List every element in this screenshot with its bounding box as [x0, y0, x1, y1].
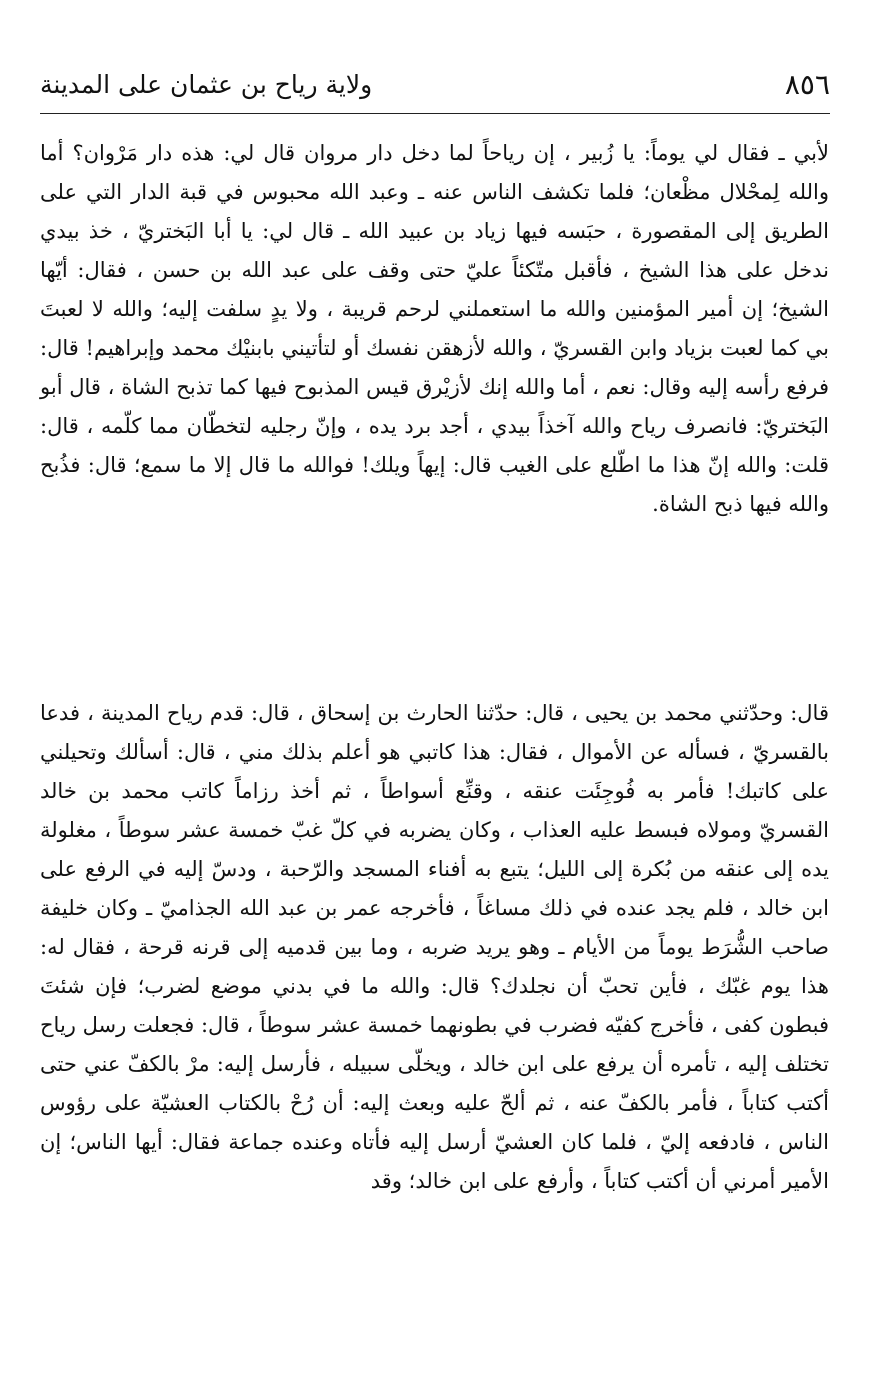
- paragraph-2: قال: وحدّثني محمد بن يحيى ، قال: حدّثنا الحارث بن إسحاق ، قال: قدم رياح المدينة ، فدعا بالقسريّ ، فسأله عن الأموال ، فقال: هذا كاتبي هو أعلم بذلك مني ، قال: أسألك وتحيلني على كاتبك! فأمر به فُوجِئَت عنقه ، وقنِّع أسواطاً ، ثم أخذ رزاماً كاتب محمد بن خالد القسريّ ومولاه فبسط عليه العذاب ، وكان يضربه في كلّ غبّ خمسة عشر سوطاً ، مغلولة يده إلى عنقه من بُكرة إلى الليل؛ يتبع به أفناء المسجد والرّحبة ، ودسّ إليه في الرفع على ابن خالد ، فلم يجد عنده في ذلك مساغاً ، فأخرجه عمر بن عبد الله الجذاميّ ـ وكان خليفة صاحب الشُّرَط يوماً من الأيام ـ وهو يريد ضربه ، وما بين قدميه إلى قرنه قرحة ، فقال له: هذا يوم غبّك ، فأين تحبّ أن نجلدك؟ قال: والله ما في بدني موضع لضرب؛ فإن شئتَ فبطون كفى ، فأخرج كفيّه فضرب في بطونهما خمسة عشر سوطاً ، قال: فجعلت رسل رياح تختلف إليه ، تأمره أن يرفع على ابن خالد ، ويخلّى سبيله ، فأرسل إليه: مرْ بالكفّ عني حتى أكتب كتاباً ، فأمر بالكفّ عنه ، ثم ألحّ عليه وبعث إليه: أن رُحْ بالكتاب العشيّة على رؤوس الناس ، فادفعه إليّ ، فلما كان العشيّ أرسل إليه فأتاه وعنده جماعة فقال: أيها الناس؛ إن الأمير أمرني أن أكتب كتاباً ، وأرفع على ابن خالد؛ وقد: [40, 701, 829, 1193]
- running-title: ولاية رياح بن عثمان على المدينة: [40, 70, 373, 99]
- page-number: ٨٥٦: [784, 68, 830, 101]
- paragraph-1: لأبي ـ فقال لي يوماً: يا زُبير ، إن رياحاً لما دخل دار مروان قال لي: هذه دار مَرْوان؟ أما والله لِمحْلال مظْعان؛ فلما تكشف الناس عنه ـ وعبد الله محبوس في قبة الدار التي على الطريق إلى المقصورة ، حبَسه فيها زياد بن عبيد الله ـ قال لي: يا أبا البَختريّ ، خذ بيدي ندخل على هذا الشيخ ، فأقبل متّكئاً عليّ حتى وقف على عبد الله بن حسن ، فقال: أيّها الشيخ؛ إن أمير المؤمنين والله ما استعملني لرحم قريبة ، ولا يدٍ سلفت إليه؛ والله لا لعبتَ بي كما لعبت بزياد وابن القسريّ ، والله لأزهقن نفسك أو لتأتيني بابنيْك محمد وإبراهيم! قال: فرفع رأسه إليه وقال: نعم ، أما والله إنك لأزيْرق قيس المذبوح فيها كما تذبح الشاة ، قال أبو البَختريّ: فانصرف رياح والله آخذاً بيدي ، أجد برد يده ، وإنّ رجليه لتخطّان مما كلّمه ، قال: قلت: والله إنّ هذا ما اطّلع على الغيب قال: إيهاً ويلك! فوالله ما قال إلا ما سمع؛ قال: فذُبح والله فيها ذبح الشاة.: [40, 141, 829, 516]
- page-header: [40, 62, 830, 114]
- header-divider: [40, 113, 830, 114]
